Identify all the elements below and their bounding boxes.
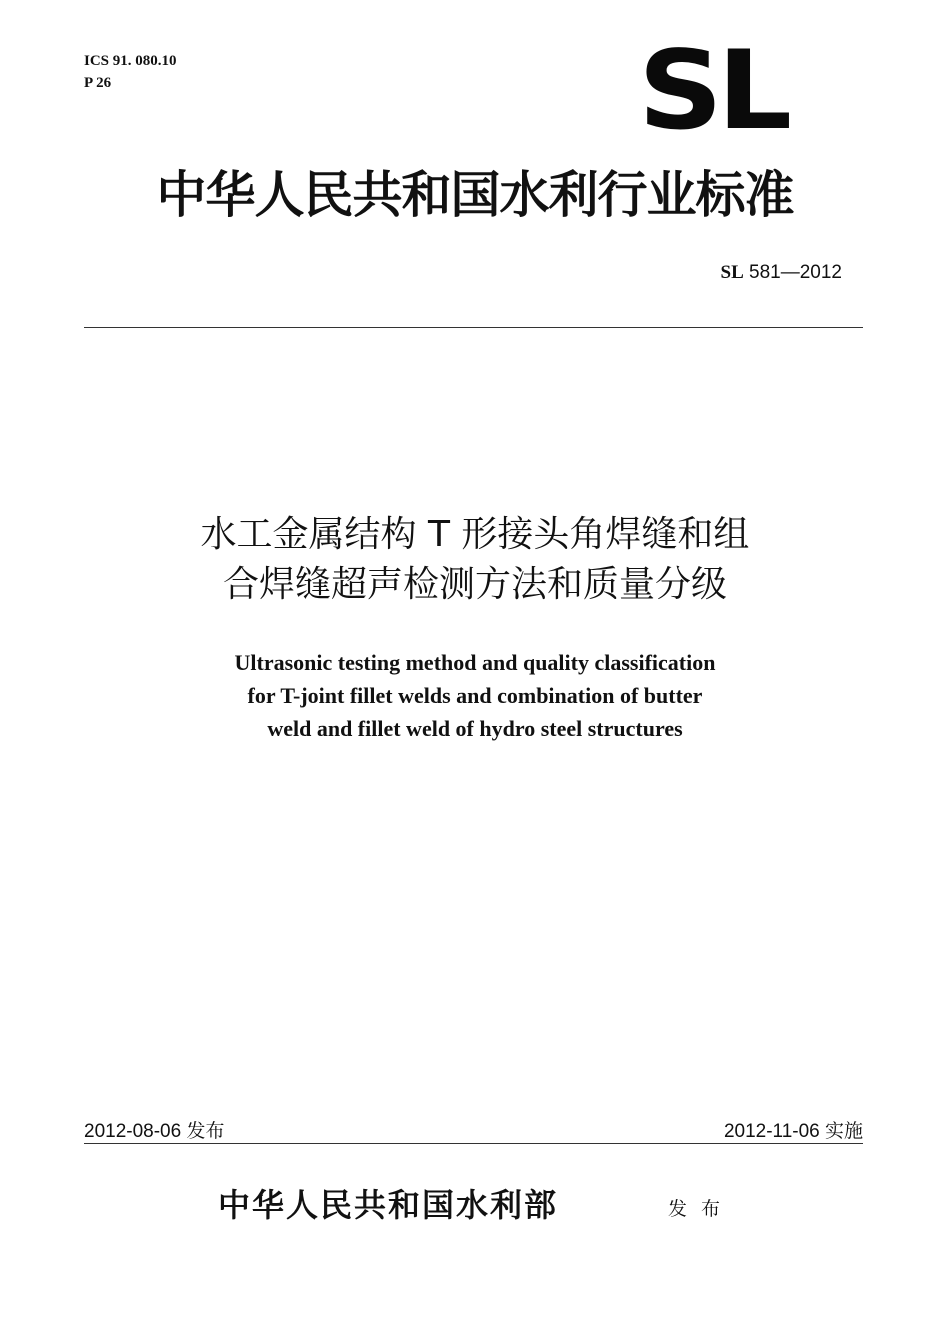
implementation-date: 2012-11-06 实施	[723, 1121, 863, 1142]
standard-number	[721, 262, 843, 284]
ics-code: ICS 91. 080.10	[84, 53, 177, 69]
english-title-line-1: Ultrasonic testing method and quality classification	[234, 650, 716, 675]
main-title: 中华人民共和国水利行业标准	[156, 165, 794, 224]
english-title-line-3: weld and fillet weld of hydro steel structures	[267, 716, 683, 741]
standard-code: 581—2012	[743, 262, 842, 283]
english-title-line-2: for T-joint fillet welds and combination of butter	[247, 683, 703, 708]
classification-codes	[84, 50, 177, 94]
bottom-divider	[84, 1143, 863, 1144]
issue-date: 2012-08-06 发布	[84, 1121, 225, 1142]
english-title	[60, 646, 890, 745]
top-divider	[84, 327, 863, 328]
publisher-name: 中华人民共和国水利部	[218, 1186, 559, 1224]
standard-prefix: SL	[720, 262, 744, 283]
publish-label: 发布	[668, 1198, 735, 1220]
chinese-title-line-2: 合焊缝超声检测方法和质量分级	[222, 564, 727, 605]
category-code: P 26	[84, 75, 112, 91]
chinese-title	[60, 510, 890, 610]
chinese-title-line-1: 水工金属结构 T 形接头角焊缝和组	[200, 514, 750, 555]
sl-logo: SL	[638, 26, 787, 154]
